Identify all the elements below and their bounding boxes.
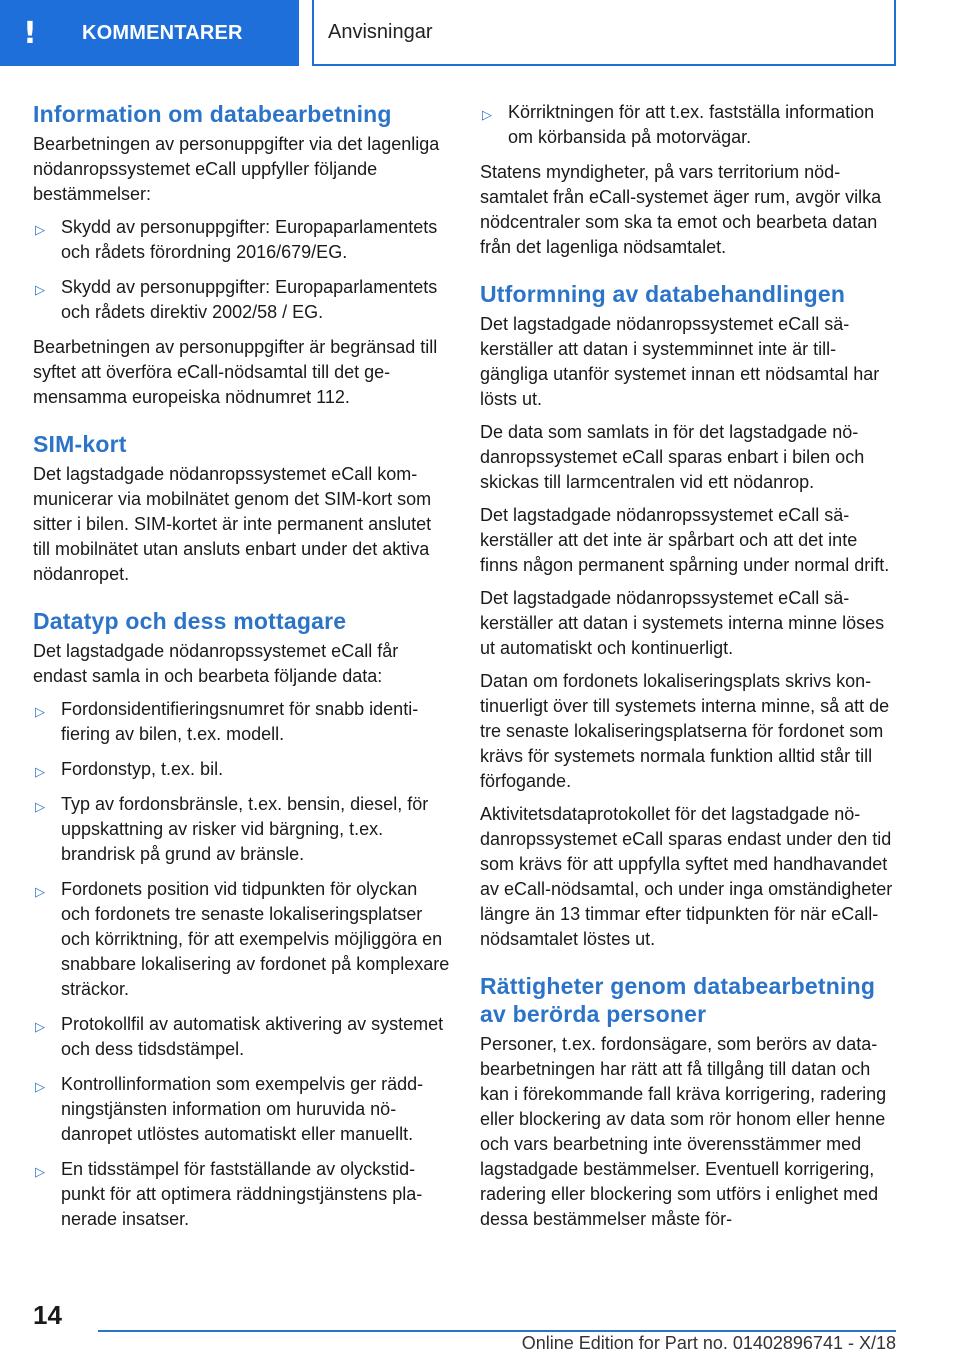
paragraph: Det lagstadgade nödanropssystemet eCall säkerställer att datan i systemets interna minne löses ut automatiskt och kontinuerligt. — [480, 588, 885, 658]
triangle-bullet-icon: ▷ — [35, 1080, 45, 1095]
list-item — [33, 877, 451, 1002]
paragraph: Bearbetningen av personuppgifter är begränsad till syftet att överföra eCall-nödsamtal till det gemensamma europeiska nödnumret 112. — [33, 337, 438, 407]
heading-databearbetning: Information om databearbetning — [33, 101, 392, 127]
paragraph: Personer, t.ex. fordonsägare, som berörs av databearbetningen har rätt att få tillgång till datan och kan i förekommande fall kräva korrigering, radering eller blockering av data som rör honom eller henne och vars bearbetning inte överensstämmer med lagstadgade bestämmelser. Eventuell korrigering, radering eller blockering som utförs i enlighet med dessa bestämmelser måste för- — [480, 1034, 887, 1229]
paragraph: De data som samlats in för det lagstadgade nödanropssystemet eCall sparas enbart i bilen och skickas till larmcentralen vid ett nödanrop. — [480, 422, 865, 492]
list-item — [33, 1012, 451, 1062]
list-item — [33, 1072, 451, 1147]
heading-sim-kort: SIM-kort — [33, 431, 127, 457]
list-item — [33, 697, 451, 747]
triangle-bullet-icon: ▷ — [482, 108, 492, 123]
list-item-text: Fordonsidentifieringsnumret för snabb identifiering av bilen, t.ex. modell. — [61, 699, 419, 744]
heading-datatyp: Datatyp och dess mottagare — [33, 608, 347, 634]
list-item-text: Skydd av personuppgifter: Europaparlamentets och rådets förordning 2016/679/EG. — [61, 217, 438, 262]
right-column — [480, 100, 898, 1240]
list-item-text: Kontrollinformation som exempelvis ger räddningstjänsten information om huruvida nödanropet utlöstes automatiskt eller manuellt. — [61, 1074, 424, 1144]
list-item-text: Protokollfil av automatisk aktivering av systemet och dess tidsdstämpel. — [61, 1014, 444, 1059]
section-title: KOMMENTARER — [82, 21, 243, 44]
triangle-bullet-icon: ▷ — [35, 283, 45, 298]
list-item-text: Fordonstyp, t.ex. bil. — [61, 759, 224, 779]
list-item — [480, 100, 898, 150]
list-item — [33, 215, 451, 265]
paragraph: Det lagstadgade nödanropssystemet eCall kommunicerar via mobilnätet genom det SIM-kort som sitter i bilen. SIM-kortet är inte permanent anslutet till mobilnätet utan ansluts enbart under det aktiva nödanropet. — [33, 464, 432, 584]
list-item-text: Körriktningen för att t.ex. fastställa information om körbansida på motorvägar. — [508, 102, 875, 147]
paragraph: Datan om fordonets lokaliseringsplats skrivs kontinuerligt över till systemets interna minne, så att de tre senaste lokaliseringsplatserna för fordonet som krävs för systemets normala funktion alltid står till förfogande. — [480, 671, 890, 791]
triangle-bullet-icon: ▷ — [35, 800, 45, 815]
alert-icon: ! — [23, 15, 37, 51]
triangle-bullet-icon: ▷ — [35, 1020, 45, 1035]
triangle-bullet-icon: ▷ — [35, 705, 45, 720]
triangle-bullet-icon: ▷ — [35, 223, 45, 238]
paragraph: Statens myndigheter, på vars territorium nödsamtalet från eCall-systemet äger rum, avgör vilka nödcentraler som ska ta emot och bearbeta datan från det lagenliga nödsamtalet. — [480, 162, 882, 257]
paragraph: Aktivitetsdataprotokollet för det lagstadgade nödanropssystemet eCall sparas endast under den tid som krävs för att uppfylla syftet med handhavandet av eCall-nödsamtal, och under inga omständigheter längre än 13 timmar efter tidpunkten för när eCall-nödsamtalet löstes ut. — [480, 804, 893, 949]
paragraph: Bearbetningen av personuppgifter via det lagenliga nödanropssystemet eCall uppfyller följande bestämmelser: — [33, 134, 440, 204]
page-number: 14 — [33, 1300, 62, 1330]
triangle-bullet-icon: ▷ — [35, 1165, 45, 1180]
page-header — [0, 0, 960, 66]
left-column — [33, 100, 451, 1242]
list-item-text: Typ av fordonsbränsle, t.ex. bensin, diesel, för uppskattning av risker vid bärgning, t.ex. brandrisk på grund av bränsle. — [61, 794, 429, 864]
paragraph: Det lagstadgade nödanropssystemet eCall säkerställer att datan i systemminnet inte är tillgängliga utanför systemet innan ett nödsamtal har lösts ut. — [480, 314, 880, 409]
bullet-list — [480, 100, 898, 150]
list-item-text: En tidsstämpel för fastställande av olyckstidpunkt för att optimera räddningstjänstens planerade insatser. — [61, 1159, 423, 1229]
paragraph: Det lagstadgade nödanropssystemet eCall får endast samla in och bearbeta följande data: — [33, 641, 399, 686]
heading-utformning: Utformning av databehandlingen — [480, 281, 846, 307]
list-item — [33, 275, 451, 325]
triangle-bullet-icon: ▷ — [35, 885, 45, 900]
list-item — [33, 757, 451, 782]
bullet-list — [33, 215, 451, 325]
section-tab — [0, 0, 299, 66]
subsection-title: Anvisningar — [328, 20, 433, 43]
list-item — [33, 1157, 451, 1232]
paragraph: Det lagstadgade nödanropssystemet eCall säkerställer att det inte är spårbart och att det inte finns någon permanent spårning under normal drift. — [480, 505, 890, 575]
subsection-tab — [312, 0, 896, 66]
heading-rattigheter: Rättigheter genom databearbetning av berörda personer — [480, 973, 876, 1027]
triangle-bullet-icon: ▷ — [35, 765, 45, 780]
list-item-text: Fordonets position vid tidpunkten för olyckan och fordonets tre senaste lokaliseringsplatser och körriktning, för att exempelvis möjliggöra en snabbare lokalisering av fordonet på komplexare sträckor. — [61, 879, 450, 999]
footer-edition: Online Edition for Part no. 01402896741 - X/18 — [521, 1333, 896, 1353]
bullet-list — [33, 697, 451, 1232]
list-item-text: Skydd av personuppgifter: Europaparlamentets och rådets direktiv 2002/58 / EG. — [61, 277, 438, 322]
footer-divider — [98, 1330, 896, 1332]
list-item — [33, 792, 451, 867]
